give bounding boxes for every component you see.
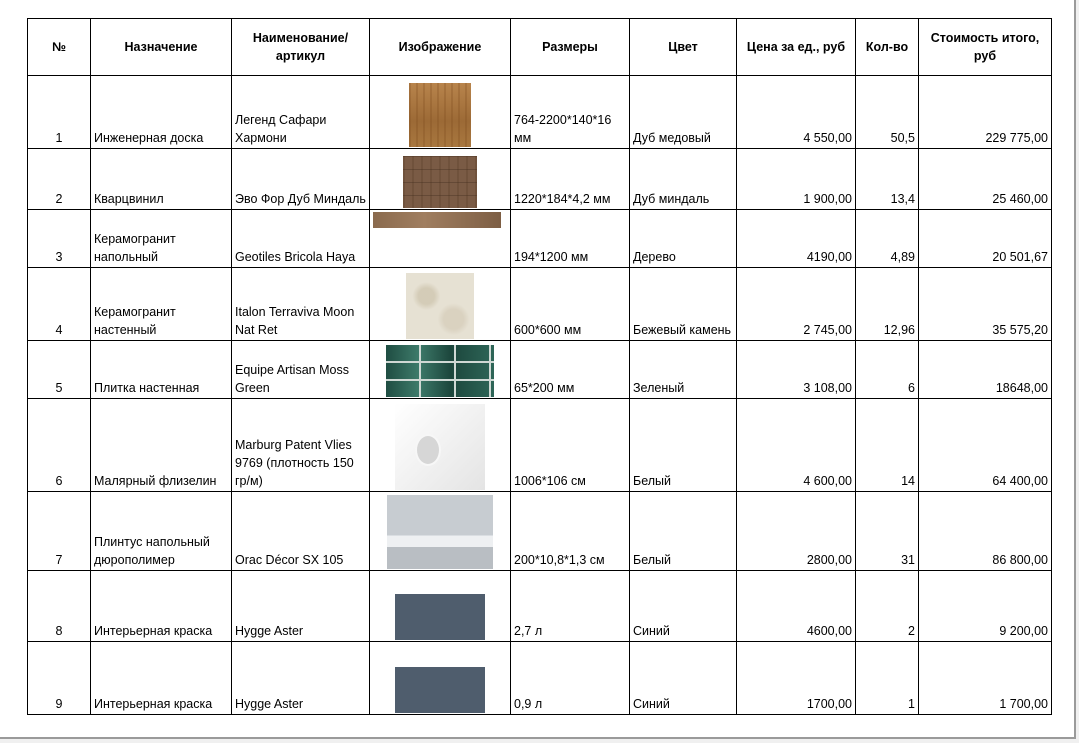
cell-size[interactable]: 600*600 мм (511, 268, 630, 341)
cell-num[interactable]: 4 (28, 268, 91, 341)
cell-qty[interactable]: 14 (856, 399, 919, 492)
cell-purpose[interactable]: Плинтус напольный дюрополимер (91, 492, 232, 571)
cell-color[interactable]: Белый (630, 399, 737, 492)
table-row (28, 571, 1052, 642)
cell-name[interactable]: Hygge Aster (232, 642, 370, 715)
cell-image[interactable] (370, 492, 511, 571)
cell-qty[interactable]: 2 (856, 571, 919, 642)
cell-size[interactable]: 0,9 л (511, 642, 630, 715)
header-price[interactable]: Цена за ед., руб (737, 19, 856, 76)
wallpaper-roll-image (395, 404, 485, 490)
cell-qty[interactable]: 12,96 (856, 268, 919, 341)
cell-price[interactable]: 4 600,00 (737, 399, 856, 492)
cell-size[interactable]: 1220*184*4,2 мм (511, 149, 630, 210)
cell-qty[interactable]: 13,4 (856, 149, 919, 210)
cell-size[interactable]: 65*200 мм (511, 341, 630, 399)
materials-table (27, 18, 1052, 715)
cell-image[interactable] (370, 268, 511, 341)
cell-total[interactable]: 20 501,67 (919, 210, 1052, 268)
cell-total[interactable]: 9 200,00 (919, 571, 1052, 642)
beige-stone-tile-image (406, 273, 474, 339)
cell-total[interactable]: 1 700,00 (919, 642, 1052, 715)
cell-purpose[interactable]: Интерьерная краска (91, 571, 232, 642)
cell-total[interactable]: 35 575,20 (919, 268, 1052, 341)
cell-name[interactable]: Orac Décor SX 105 (232, 492, 370, 571)
green-tile-image (386, 345, 494, 397)
cell-name[interactable]: Equipe Artisan Moss Green (232, 341, 370, 399)
cell-size[interactable]: 764-2200*140*16 мм (511, 76, 630, 149)
cell-purpose[interactable]: Малярный флизелин (91, 399, 232, 492)
cell-price[interactable]: 2 745,00 (737, 268, 856, 341)
oak-board-image (409, 83, 471, 147)
cell-qty[interactable]: 4,89 (856, 210, 919, 268)
cell-size[interactable]: 1006*106 см (511, 399, 630, 492)
quartz-vinyl-image (403, 156, 477, 208)
table-row (28, 268, 1052, 341)
cell-qty[interactable]: 31 (856, 492, 919, 571)
cell-purpose[interactable]: Плитка настенная (91, 341, 232, 399)
cell-color[interactable]: Синий (630, 571, 737, 642)
cell-color[interactable]: Бежевый камень (630, 268, 737, 341)
cell-purpose[interactable]: Инженерная доска (91, 76, 232, 149)
cell-image[interactable] (370, 571, 511, 642)
cell-num[interactable]: 7 (28, 492, 91, 571)
cell-image[interactable] (370, 642, 511, 715)
cell-color[interactable]: Синий (630, 642, 737, 715)
header-color[interactable]: Цвет (630, 19, 737, 76)
cell-num[interactable]: 1 (28, 76, 91, 149)
cell-num[interactable]: 2 (28, 149, 91, 210)
cell-image[interactable] (370, 76, 511, 149)
cell-name[interactable]: Marburg Patent Vlies 9769 (плотность 150 гр/м) (232, 399, 370, 492)
cell-qty[interactable]: 50,5 (856, 76, 919, 149)
cell-purpose[interactable]: Кварцвинил (91, 149, 232, 210)
cell-color[interactable]: Зеленый (630, 341, 737, 399)
cell-image[interactable] (370, 399, 511, 492)
cell-num[interactable]: 8 (28, 571, 91, 642)
cell-image[interactable] (370, 149, 511, 210)
cell-color[interactable]: Дерево (630, 210, 737, 268)
cell-num[interactable]: 5 (28, 341, 91, 399)
table-header-row (28, 19, 1052, 76)
cell-color[interactable]: Дуб миндаль (630, 149, 737, 210)
cell-purpose[interactable]: Интерьерная краска (91, 642, 232, 715)
cell-color[interactable]: Белый (630, 492, 737, 571)
cell-price[interactable]: 4600,00 (737, 571, 856, 642)
cell-price[interactable]: 3 108,00 (737, 341, 856, 399)
cell-qty[interactable]: 6 (856, 341, 919, 399)
cell-name[interactable]: Geotiles Bricola Haya (232, 210, 370, 268)
cell-total[interactable]: 25 460,00 (919, 149, 1052, 210)
table-row (28, 341, 1052, 399)
header-purpose[interactable]: Назначение (91, 19, 232, 76)
wood-plank-tile-image (373, 212, 501, 228)
cell-price[interactable]: 1 900,00 (737, 149, 856, 210)
table-row (28, 76, 1052, 149)
blue-paint-swatch-image (395, 594, 485, 640)
cell-price[interactable]: 1700,00 (737, 642, 856, 715)
cell-color[interactable]: Дуб медовый (630, 76, 737, 149)
cell-num[interactable]: 9 (28, 642, 91, 715)
header-total[interactable]: Стоимость итого, руб (919, 19, 1052, 76)
cell-size[interactable]: 2,7 л (511, 571, 630, 642)
cell-qty[interactable]: 1 (856, 642, 919, 715)
cell-purpose[interactable]: Керамогранит настенный (91, 268, 232, 341)
cell-name[interactable]: Эво Фор Дуб Миндаль (232, 149, 370, 210)
cell-image[interactable] (370, 210, 511, 268)
cell-price[interactable]: 2800,00 (737, 492, 856, 571)
cell-size[interactable]: 200*10,8*1,3 см (511, 492, 630, 571)
cell-price[interactable]: 4190,00 (737, 210, 856, 268)
cell-total[interactable]: 86 800,00 (919, 492, 1052, 571)
header-qty[interactable]: Кол-во (856, 19, 919, 76)
cell-total[interactable]: 229 775,00 (919, 76, 1052, 149)
table-row (28, 149, 1052, 210)
table-row (28, 399, 1052, 492)
cell-image[interactable] (370, 341, 511, 399)
header-size[interactable]: Размеры (511, 19, 630, 76)
header-image[interactable]: Изображение (370, 19, 511, 76)
cell-name[interactable]: Italon Terraviva Moon Nat Ret (232, 268, 370, 341)
cell-num[interactable]: 3 (28, 210, 91, 268)
cell-total[interactable]: 18648,00 (919, 341, 1052, 399)
cell-name[interactable]: Легенд Сафари Хармони (232, 76, 370, 149)
header-num[interactable]: № (28, 19, 91, 76)
header-name[interactable]: Наименование/ артикул (232, 19, 370, 76)
cell-name[interactable]: Hygge Aster (232, 571, 370, 642)
cell-num[interactable]: 6 (28, 399, 91, 492)
cell-price[interactable]: 4 550,00 (737, 76, 856, 149)
table-row (28, 210, 1052, 268)
blue-paint-swatch-image (395, 667, 485, 713)
cell-purpose[interactable]: Керамогранит напольный (91, 210, 232, 268)
cell-total[interactable]: 64 400,00 (919, 399, 1052, 492)
cell-size[interactable]: 194*1200 мм (511, 210, 630, 268)
skirting-board-image (387, 495, 493, 569)
table-row (28, 642, 1052, 715)
table-row (28, 492, 1052, 571)
